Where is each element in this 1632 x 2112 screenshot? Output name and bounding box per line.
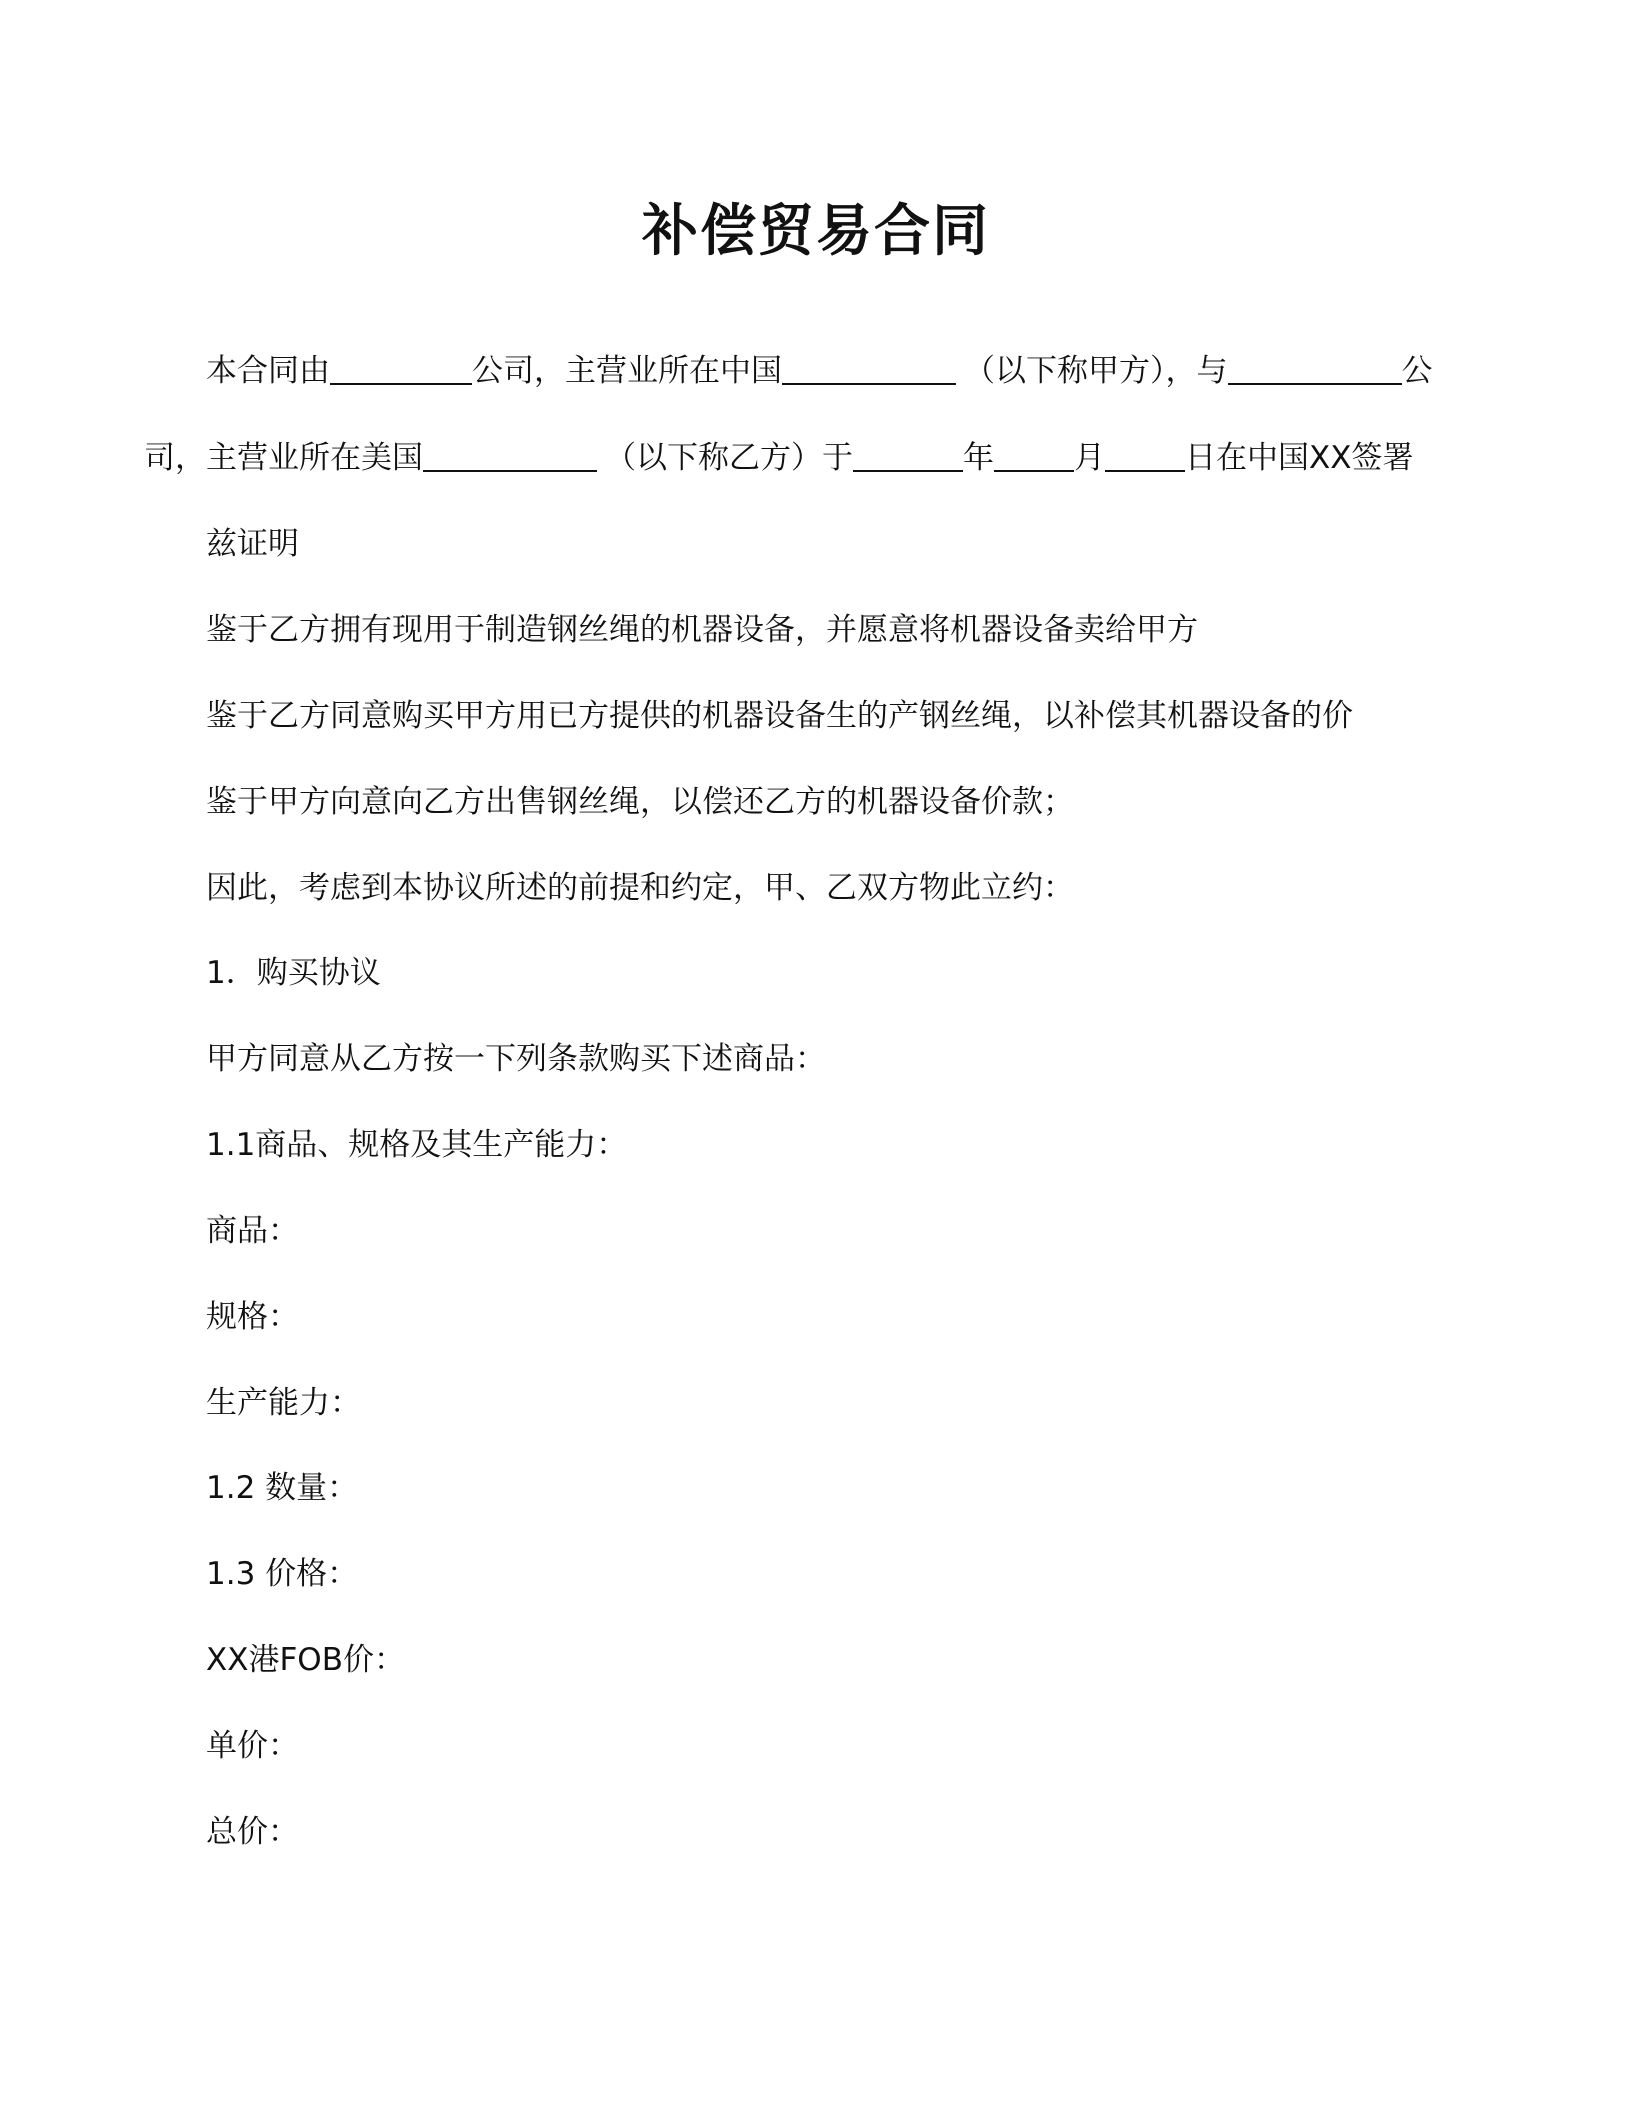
day-blank: [1105, 440, 1185, 472]
field-total-price: 总价：: [206, 1814, 299, 1850]
recital-conclusion: 因此，考虑到本协议所述的前提和约定，甲、乙双方物此立约：: [206, 870, 1074, 906]
field-unit-price: 单价：: [206, 1728, 299, 1764]
recital-1: 鉴于乙方拥有现用于制造钢丝绳的机器设备，并愿意将机器设备卖给甲方: [206, 612, 1198, 648]
party-b-company-blank: [1228, 353, 1402, 385]
intro-line-2: [144, 436, 1413, 480]
clause-1-3-price: 1.3 价格：: [206, 1556, 359, 1592]
intro-text: （以下称乙方）于: [605, 440, 853, 476]
intro-text: 本合同由: [206, 353, 330, 389]
clause-1-1: 1.1商品、规格及其生产能力：: [206, 1127, 628, 1163]
intro-text: 公: [1401, 353, 1433, 389]
intro-text: （以下称甲方），与: [964, 353, 1228, 389]
witness-line: 兹证明: [206, 526, 299, 562]
intro-text: 公司，主营业所在中国: [472, 353, 782, 389]
month-blank: [994, 440, 1074, 472]
field-commodity: 商品：: [206, 1213, 299, 1249]
purchase-clause: 甲方同意从乙方按一下列条款购买下述商品：: [206, 1041, 826, 1077]
recital-2: 鉴于乙方同意购买甲方用已方提供的机器设备生的产钢丝绳，以补偿其机器设备的价: [206, 698, 1353, 734]
party-a-address-blank: [782, 353, 956, 385]
intro-line-1: [206, 349, 1433, 393]
party-a-company-blank: [330, 353, 472, 385]
field-specification: 规格：: [206, 1299, 299, 1335]
intro-text: 日在中国XX签署: [1185, 440, 1414, 476]
recital-3: 鉴于甲方向意向乙方出售钢丝绳，以偿还乙方的机器设备价款；: [206, 784, 1074, 820]
intro-text: 司，主营业所在美国: [144, 440, 423, 476]
party-b-address-blank: [423, 440, 597, 472]
field-capacity: 生产能力：: [206, 1385, 361, 1421]
clause-1-2-quantity: 1.2 数量：: [206, 1470, 359, 1506]
intro-text: 月: [1074, 440, 1105, 476]
year-blank: [853, 440, 963, 472]
section-heading-purchase: 1．购买协议: [206, 955, 381, 991]
document-title: 补偿贸易合同: [642, 199, 990, 264]
field-fob-price: XX港FOB价：: [206, 1642, 405, 1678]
intro-text: 年: [963, 440, 994, 476]
